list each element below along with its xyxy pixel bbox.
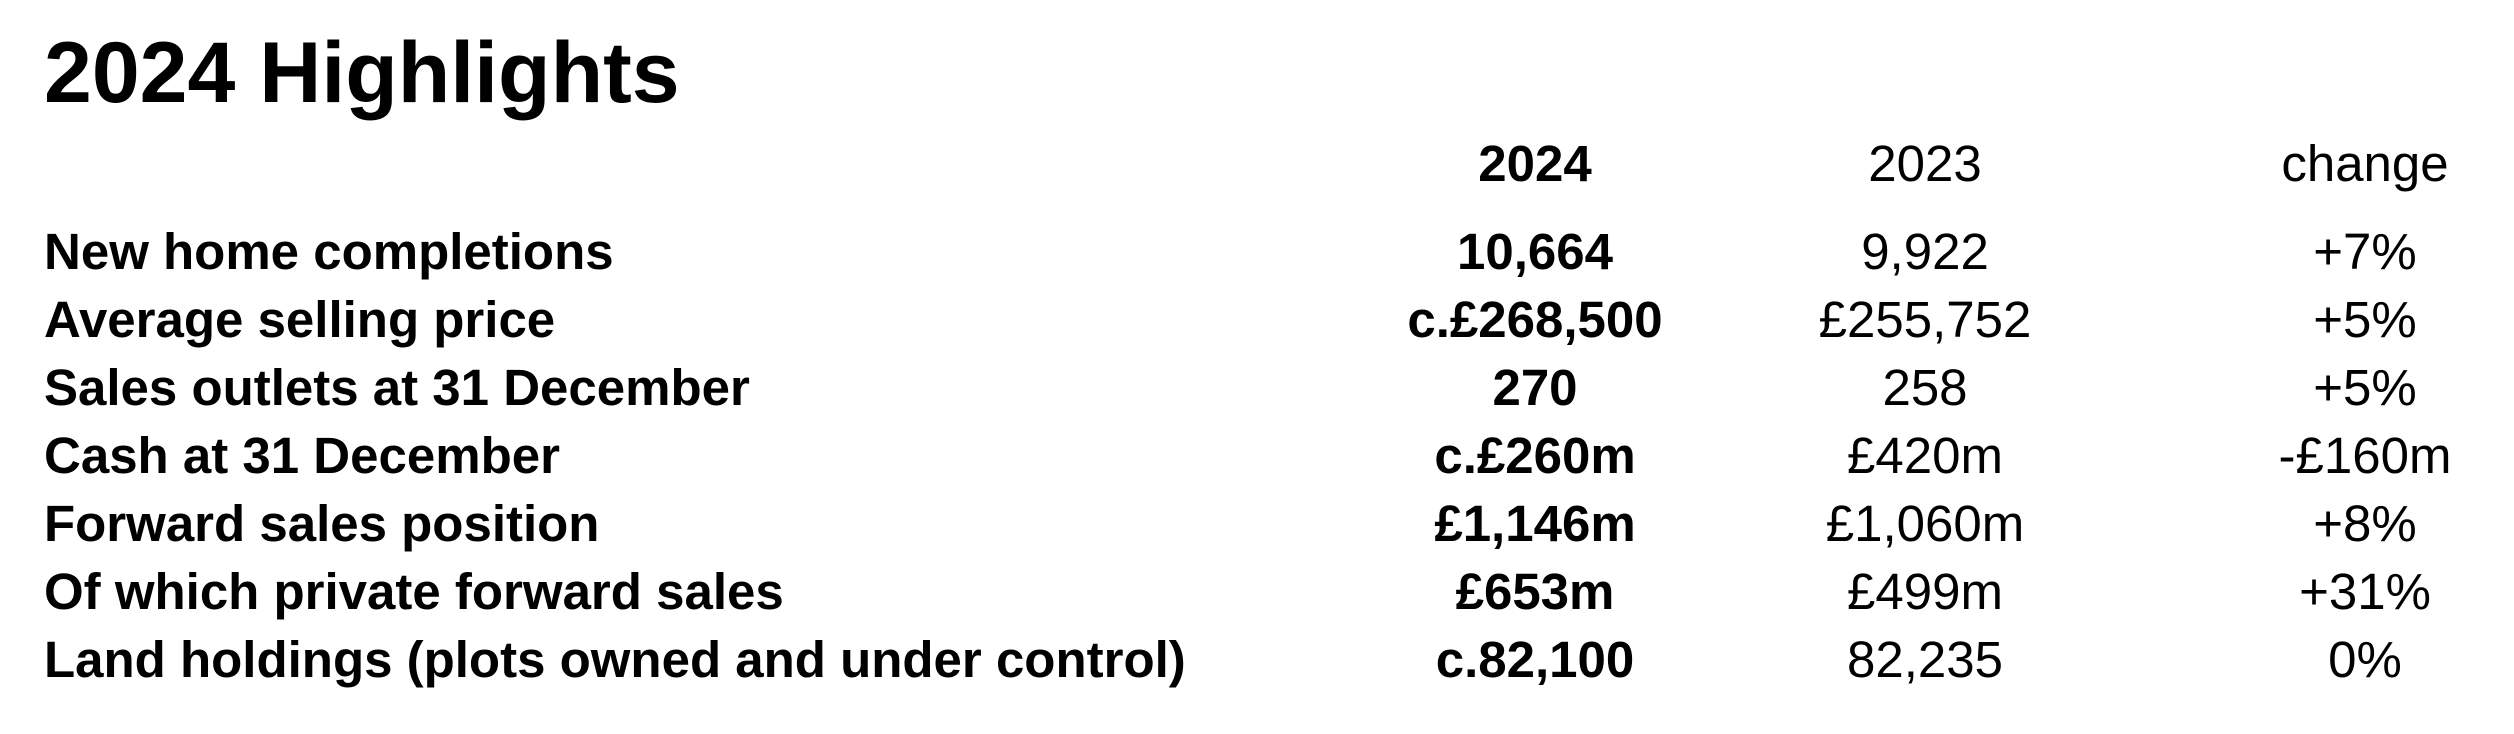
column-header-2023: 2023 — [1868, 135, 1982, 192]
value-2023: £255,752 — [1818, 291, 2032, 348]
value-2024: 270 — [1492, 359, 1578, 416]
page-title: 2024 Highlights — [44, 25, 680, 121]
row-label: Forward sales position — [44, 495, 600, 552]
table-row — [0, 354, 2514, 422]
value-change: +8% — [2313, 495, 2417, 552]
value-2023: £420m — [1847, 427, 2003, 484]
row-label: Cash at 31 December — [44, 427, 560, 484]
table-row — [0, 422, 2514, 490]
value-2023: £1,060m — [1825, 495, 2025, 552]
value-2023: 258 — [1882, 359, 1968, 416]
value-2023: 9,922 — [1861, 223, 1989, 280]
row-label: Average selling price — [44, 291, 556, 348]
table-row — [0, 558, 2514, 626]
column-header-change: change — [2281, 135, 2449, 192]
row-label: Land holdings (plots owned and under control) — [44, 631, 1186, 688]
value-2024: c.82,100 — [1435, 631, 1635, 688]
value-2023: £499m — [1847, 563, 2003, 620]
value-change: +7% — [2313, 223, 2417, 280]
value-change: +31% — [2299, 563, 2431, 620]
value-2024: £653m — [1455, 563, 1615, 620]
value-2024: c.£260m — [1434, 427, 1636, 484]
value-2024: £1,146m — [1434, 495, 1636, 552]
value-2023: 82,235 — [1847, 631, 2003, 688]
table-row — [0, 626, 2514, 694]
table-row — [0, 490, 2514, 558]
value-2024: c.£268,500 — [1407, 291, 1663, 348]
value-change: +5% — [2313, 359, 2417, 416]
value-change: -£160m — [2278, 427, 2452, 484]
row-label: New home completions — [44, 223, 614, 280]
value-change: 0% — [2328, 631, 2402, 688]
table-header-row — [0, 130, 2514, 198]
value-change: +5% — [2313, 291, 2417, 348]
row-label: Of which private forward sales — [44, 563, 784, 620]
table-row — [0, 218, 2514, 286]
column-header-2024: 2024 — [1478, 135, 1592, 192]
table-row — [0, 286, 2514, 354]
row-label: Sales outlets at 31 December — [44, 359, 750, 416]
value-2024: 10,664 — [1457, 223, 1613, 280]
